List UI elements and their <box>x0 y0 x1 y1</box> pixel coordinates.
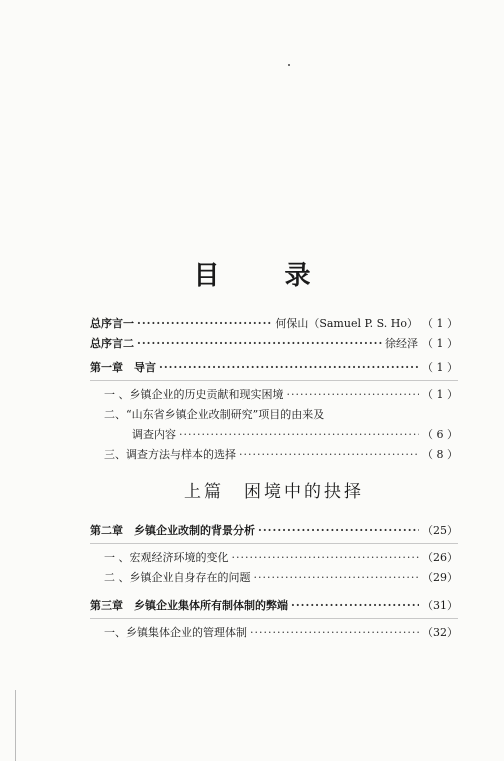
entry-author: 徐经泽 <box>385 337 418 350</box>
entry-label: 一 、宏观经济环境的变化 <box>104 551 229 564</box>
entry-author: 何保山（Samuel P. S. Ho） <box>275 317 418 330</box>
toc-entry-1-2[interactable] <box>90 405 458 425</box>
entry-page: （ 1 ） <box>422 361 458 374</box>
divider <box>90 543 458 544</box>
entry-page: （31） <box>422 599 458 612</box>
entry-label: 第二章 乡镇企业改制的背景分析 <box>90 524 255 537</box>
toc-entry-3-1[interactable] <box>90 623 458 643</box>
leader-dots <box>179 425 419 445</box>
entry-label: 三、调查方法与样本的选择 <box>104 448 236 461</box>
toc-entry-chapter-2[interactable] <box>90 521 458 541</box>
leader-dots <box>287 385 420 405</box>
leader-dots <box>291 596 419 616</box>
entry-page: （ 1 ） <box>422 317 458 330</box>
entry-page: （ 8 ） <box>422 448 458 461</box>
entry-label: 总序言一 <box>90 317 134 330</box>
entry-page: （ 1 ） <box>422 388 458 401</box>
entry-page: （ 6 ） <box>422 428 458 441</box>
leader-dots <box>232 548 420 568</box>
toc-entry-chapter-3[interactable] <box>90 596 458 616</box>
leader-dots <box>250 623 419 643</box>
toc-entry-preface-1[interactable] <box>90 314 458 334</box>
entry-label: 调查内容 <box>132 428 176 441</box>
toc-entry-1-3[interactable] <box>90 445 458 465</box>
entry-label: 二、“山东省乡镇企业改制研究”项目的由来及 <box>104 408 325 421</box>
leader-dots <box>254 568 420 588</box>
table-of-contents <box>90 314 458 643</box>
toc-entry-2-2[interactable] <box>90 568 458 588</box>
entry-label: 一、乡镇集体企业的管理体制 <box>104 626 247 639</box>
entry-page: （ 1 ） <box>422 337 458 350</box>
entry-page: （25） <box>422 524 458 537</box>
scan-edge-line <box>15 690 16 761</box>
leader-dots <box>137 334 382 354</box>
print-speck <box>288 64 290 66</box>
toc-entry-preface-2[interactable] <box>90 334 458 354</box>
entry-page: （32） <box>422 626 458 639</box>
entry-label: 第一章 导言 <box>90 361 156 374</box>
entry-label: 二 、乡镇企业自身存在的问题 <box>104 571 251 584</box>
entry-label: 第三章 乡镇企业集体所有制体制的弊端 <box>90 599 288 612</box>
leader-dots <box>159 358 419 378</box>
toc-entry-1-1[interactable] <box>90 385 458 405</box>
divider <box>90 618 458 619</box>
entry-page: （26） <box>422 551 458 564</box>
entry-label: 一 、乡镇企业的历史贡献和现实困境 <box>104 388 284 401</box>
entry-label: 总序言二 <box>90 337 134 350</box>
toc-entry-1-2-cont[interactable] <box>90 425 458 445</box>
divider <box>90 380 458 381</box>
toc-entry-chapter-1[interactable] <box>90 358 458 378</box>
toc-title: 目 录 <box>193 261 339 291</box>
part-heading: 上篇 困境中的抉择 <box>184 482 364 502</box>
leader-dots <box>258 521 419 541</box>
leader-dots <box>137 314 272 334</box>
toc-entry-2-1[interactable] <box>90 548 458 568</box>
entry-page: （29） <box>422 571 458 584</box>
leader-dots <box>239 445 419 465</box>
